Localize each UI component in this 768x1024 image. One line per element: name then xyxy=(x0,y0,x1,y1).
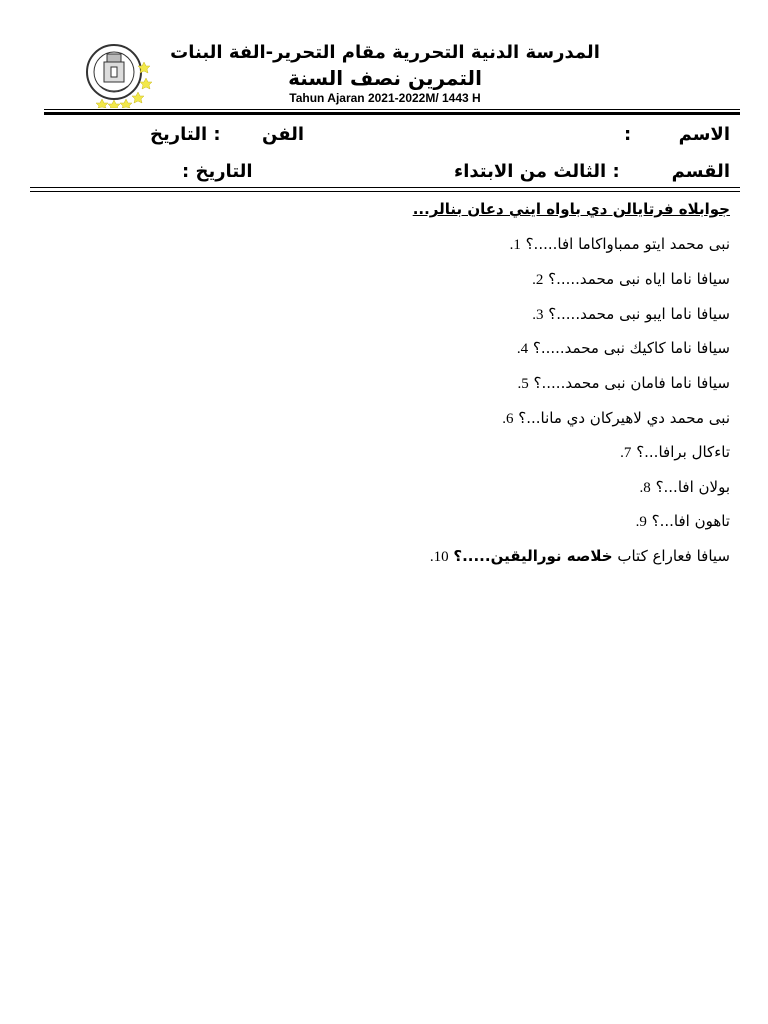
question-item xyxy=(640,478,730,497)
question-item xyxy=(502,409,730,428)
question-item xyxy=(532,270,730,289)
question-number: 10. xyxy=(429,549,449,565)
question-text: نبى محمد دي لاهيركان دي مانا...؟ xyxy=(518,409,730,427)
exam-title: التمرين نصف السنة xyxy=(288,66,482,90)
question-number: 5. xyxy=(517,376,529,392)
question-text: سيافا ناما فامان نبى محمد.....؟ xyxy=(533,374,730,392)
academic-year: Tahun Ajaran 2021-2022M/ 1443 H xyxy=(289,91,481,105)
header-divider xyxy=(44,109,740,110)
question-number: 3. xyxy=(532,307,544,323)
info-divider xyxy=(30,191,740,192)
date-label: : التاريخ xyxy=(150,124,221,145)
instruction: جوابلاه فرتايالن دي باواه ايني دعان بنالر... xyxy=(412,200,730,218)
subject-label: الفن xyxy=(262,124,305,145)
info-divider xyxy=(30,187,740,188)
question-item xyxy=(510,235,730,254)
school-name: المدرسة الدنية التحررية مقام التحرير-الفة البنات xyxy=(170,42,600,63)
question-number: 2. xyxy=(532,272,544,288)
date-label: التاريخ : xyxy=(182,161,253,182)
header-divider xyxy=(44,112,740,115)
class-value: : الثالث من الابتداء xyxy=(454,161,620,182)
question-number: 4. xyxy=(516,341,529,357)
question-number: 8. xyxy=(639,480,651,496)
question-text: سيافا ناما اياه نبى محمد.....؟ xyxy=(548,270,730,288)
question-item xyxy=(430,547,730,566)
name-colon: : xyxy=(624,124,632,145)
question-item xyxy=(518,374,731,393)
class-label: القسم xyxy=(671,161,730,182)
question-text: سيافا ناما ايبو نبى محمد.....؟ xyxy=(548,305,730,323)
book-title: خلاصه نوراليقين.....؟ xyxy=(453,547,613,565)
question-text: نبى محمد ايتو ممباواكاما افا.....؟ xyxy=(525,235,730,253)
question-number: 6. xyxy=(502,411,514,427)
question-number: 9. xyxy=(635,514,647,530)
question-text: تاهون افا...؟ xyxy=(651,512,730,530)
question-item xyxy=(620,443,730,462)
question-number: 7. xyxy=(620,445,632,461)
question-text: بولان افا...؟ xyxy=(655,478,730,496)
question-item xyxy=(636,512,730,531)
name-label: الاسم xyxy=(678,124,730,145)
question-item xyxy=(532,305,730,324)
question-text: سيافا ناما كاكيك نبى محمد.....؟ xyxy=(532,339,730,357)
question-text: تاءكال برافا...؟ xyxy=(636,443,730,461)
question-text: سيافا فعاراع كتاب xyxy=(617,547,730,565)
question-number: 1. xyxy=(509,237,521,253)
question-item xyxy=(517,339,730,358)
